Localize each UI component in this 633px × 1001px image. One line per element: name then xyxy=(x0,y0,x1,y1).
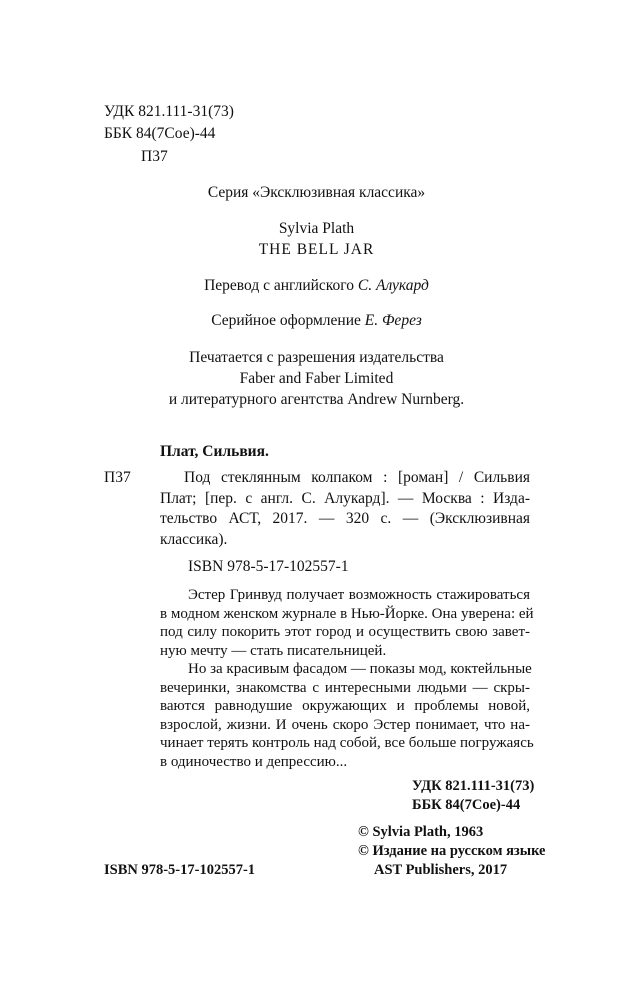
copyright-publisher: AST Publishers, 2017 xyxy=(374,862,508,878)
catalog-isbn: ISBN 978-5-17-102557-1 xyxy=(188,558,349,575)
udk-code: УДК 821.111-31(73) xyxy=(104,103,234,120)
translation-credit xyxy=(0,276,633,296)
annotation-line: Эстер Гринвуд получает возможность стажироваться xyxy=(188,587,530,603)
catalog-heading: Плат, Сильвия. xyxy=(160,443,269,460)
catalog-description xyxy=(160,468,530,550)
original-title: THE BELL JAR xyxy=(258,241,375,258)
annotation-line: ную мечту — стать писательницей. xyxy=(160,642,387,659)
bbk-code: ББК 84(7Сое)-44 xyxy=(104,125,216,142)
udk-code-bottom: УДК 821.111-31(73) xyxy=(412,778,535,794)
series-name: Серия «Эксклюзивная классика» xyxy=(207,184,426,201)
catalog-line: классика). xyxy=(160,530,228,548)
footer-isbn: ISBN 978-5-17-102557-1 xyxy=(104,862,256,878)
copyright-author: © Sylvia Plath, 1963 xyxy=(358,824,484,840)
annotation xyxy=(160,586,534,771)
annotation-line: взрослой, жизни. И очень скоро Эстер понимает, что на- xyxy=(160,716,530,733)
permission-line-2: Faber and Faber Limited xyxy=(239,370,394,387)
copyright-edition: © Издание на русском языке xyxy=(358,843,546,859)
designer-name: Е. Ферез xyxy=(364,312,422,329)
annotation-line: Но за красивым фасадом — показы мод, коктейльные xyxy=(188,661,532,677)
design-prefix: Серийное оформление xyxy=(211,312,361,329)
permission-line-1: Печатается с разрешения издательства xyxy=(189,349,444,366)
catalog-line: тельство АСТ, 2017. — 320 с. — (Эксклюзивная xyxy=(160,510,530,527)
original-author: Sylvia Plath xyxy=(278,220,355,237)
bbk-code-bottom: ББК 84(7Сое)-44 xyxy=(412,797,521,813)
translator-name: С. Алукард xyxy=(357,277,429,294)
annotation-line: вечеринки, знакомства с интересными людьми — скры- xyxy=(160,679,530,696)
annotation-line: под силу покорить этот город и осуществить свою завет- xyxy=(160,624,530,640)
author-mark: П37 xyxy=(141,148,168,165)
annotation-line: в одиночество и депрессию... xyxy=(160,753,348,770)
catalog-line: Плат; [пер. с англ. С. Алукард]. — Москва : Изда- xyxy=(160,489,530,507)
translation-prefix: Перевод с английского xyxy=(204,277,355,294)
annotation-line: чинает терять контроль над собой, все больше погружаясь xyxy=(160,735,534,751)
annotation-line: в модном женском журнале в Нью-Йорке. Она уверена: ей xyxy=(160,605,534,622)
design-credit xyxy=(0,311,633,331)
permission-line-3: и литературного агентства Andrew Nurnberg. xyxy=(168,391,465,408)
catalog-mark: П37 xyxy=(104,469,131,486)
annotation-line: ваются равнодушие окружающих и проблемы новой, xyxy=(160,698,530,714)
catalog-line: Под стеклянным колпаком : [роман] / Сильвия xyxy=(184,469,530,486)
